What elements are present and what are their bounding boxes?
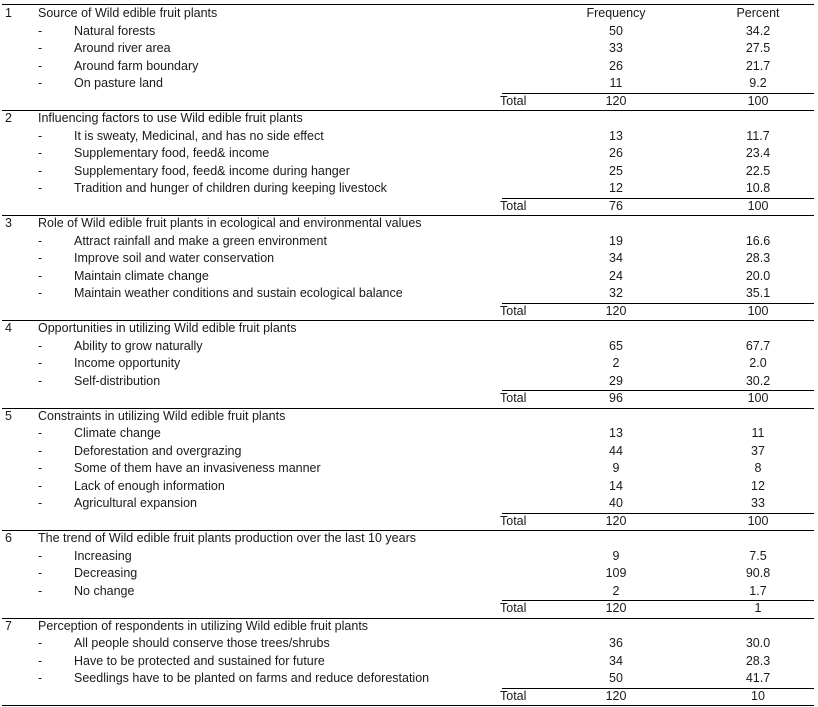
item-frequency: 50	[609, 671, 623, 685]
section-title: Influencing factors to use Wild edible fruit plants	[38, 111, 303, 125]
item-dash: -	[38, 671, 43, 685]
item-frequency: 65	[609, 338, 623, 353]
item-label: Seedlings have to be planted on farms and reduce deforestation	[74, 671, 430, 685]
percent-header: Percent	[736, 6, 780, 20]
item-frequency: 9	[612, 461, 620, 475]
total-percent: 100	[747, 391, 769, 405]
item-frequency: 26	[609, 146, 623, 160]
section-header-row	[0, 618, 818, 636]
item-percent: 28.3	[745, 653, 771, 668]
item-percent: 23.4	[745, 146, 771, 160]
item-label: Income opportunity	[74, 356, 181, 370]
item-dash: -	[38, 268, 43, 283]
item-label: Increasing	[74, 548, 132, 563]
section-number: 1	[5, 6, 12, 20]
total-row	[0, 390, 818, 408]
item-label: Maintain climate change	[74, 268, 209, 283]
total-percent: 100	[747, 198, 769, 213]
table-row	[0, 653, 818, 671]
total-row	[0, 303, 818, 321]
total-frequency: 76	[609, 198, 623, 213]
item-frequency: 13	[609, 426, 623, 440]
item-label: No change	[74, 583, 135, 598]
item-dash: -	[38, 426, 43, 440]
item-percent: 90.8	[745, 566, 771, 580]
item-percent: 16.6	[745, 233, 771, 248]
item-label: Maintain weather conditions and sustain ecological balance	[74, 286, 403, 300]
item-dash: -	[38, 496, 43, 510]
table-row	[0, 425, 818, 443]
section-title: Role of Wild edible fruit plants in ecological and environmental values	[38, 216, 422, 230]
item-percent: 2.0	[749, 356, 767, 370]
item-percent: 37	[751, 443, 765, 458]
item-label: Lack of enough information	[74, 478, 225, 493]
item-percent: 9.2	[749, 76, 767, 90]
item-label: Supplementary food, feed& income	[74, 146, 270, 160]
section-number: 2	[5, 111, 12, 125]
item-percent: 22.5	[745, 163, 771, 178]
total-label: Total	[500, 198, 527, 213]
section-number: 7	[5, 618, 12, 633]
item-dash: -	[38, 338, 43, 353]
total-frequency: 120	[605, 93, 627, 108]
item-frequency: 34	[609, 251, 623, 265]
item-dash: -	[38, 653, 43, 668]
item-frequency: 2	[612, 583, 620, 598]
total-frequency: 120	[605, 513, 627, 528]
table-row	[0, 285, 818, 303]
item-dash: -	[38, 461, 43, 475]
total-label: Total	[500, 391, 527, 405]
item-dash: -	[38, 251, 43, 265]
table-row	[0, 670, 818, 688]
item-frequency: 109	[605, 566, 627, 580]
table-row	[0, 495, 818, 513]
item-label: Around river area	[74, 41, 171, 55]
item-frequency: 24	[609, 268, 623, 283]
table-row	[0, 338, 818, 356]
item-dash: -	[38, 443, 43, 458]
item-dash: -	[38, 128, 43, 143]
item-percent: 35.1	[745, 286, 771, 300]
total-frequency: 120	[605, 688, 627, 703]
section-number: 5	[5, 408, 12, 423]
item-label: Decreasing	[74, 566, 138, 580]
table-row	[0, 128, 818, 146]
total-percent: 100	[747, 93, 769, 108]
total-percent: 1	[754, 601, 762, 615]
table-row	[0, 583, 818, 601]
table-row	[0, 58, 818, 76]
table-row	[0, 478, 818, 496]
total-frequency: 96	[609, 391, 623, 405]
section-number: 6	[5, 531, 12, 545]
item-label: Agricultural expansion	[74, 496, 197, 510]
item-dash: -	[38, 181, 43, 195]
item-frequency: 25	[609, 163, 623, 178]
total-label: Total	[500, 688, 527, 703]
item-frequency: 12	[609, 181, 623, 195]
item-percent: 20.0	[745, 268, 771, 283]
item-dash: -	[38, 373, 43, 388]
section-header-row	[0, 408, 818, 426]
table-row	[0, 23, 818, 41]
table-row	[0, 250, 818, 268]
section-divider	[2, 705, 814, 706]
item-frequency: 36	[609, 636, 623, 650]
item-percent: 67.7	[745, 338, 771, 353]
total-frequency: 120	[605, 601, 627, 615]
item-percent: 21.7	[745, 58, 771, 73]
item-label: Tradition and hunger of children during keeping livestock	[74, 181, 387, 195]
table-row	[0, 443, 818, 461]
item-percent: 28.3	[745, 251, 771, 265]
item-frequency: 40	[609, 496, 623, 510]
table-row	[0, 373, 818, 391]
total-row	[0, 600, 818, 618]
item-dash: -	[38, 41, 43, 55]
table-row	[0, 460, 818, 478]
item-dash: -	[38, 583, 43, 598]
item-percent: 10.8	[745, 181, 771, 195]
section-title: Opportunities in utilizing Wild edible fruit plants	[38, 321, 297, 335]
table-row	[0, 145, 818, 163]
item-frequency: 32	[609, 286, 623, 300]
total-percent: 100	[747, 303, 769, 318]
item-percent: 30.0	[745, 636, 771, 650]
item-label: Climate change	[74, 426, 161, 440]
item-dash: -	[38, 356, 43, 370]
section-number: 3	[5, 216, 12, 230]
item-label: It is sweaty, Medicinal, and has no side effect	[74, 128, 324, 143]
item-label: Deforestation and overgrazing	[74, 443, 242, 458]
item-percent: 11	[751, 426, 765, 440]
table-row	[0, 635, 818, 653]
item-frequency: 29	[609, 373, 623, 388]
section-header-row	[0, 215, 818, 233]
item-dash: -	[38, 478, 43, 493]
item-percent: 12	[751, 478, 765, 493]
table-row	[0, 565, 818, 583]
item-dash: -	[38, 636, 43, 650]
section-title: Constraints in utilizing Wild edible fruit plants	[38, 408, 286, 423]
item-percent: 33	[751, 496, 765, 510]
item-dash: -	[38, 23, 43, 38]
section-header-row	[0, 5, 818, 23]
table-row	[0, 163, 818, 181]
table-row	[0, 75, 818, 93]
total-label: Total	[500, 93, 527, 108]
table-row	[0, 268, 818, 286]
item-frequency: 33	[609, 41, 623, 55]
item-dash: -	[38, 286, 43, 300]
total-row	[0, 513, 818, 531]
table-row	[0, 40, 818, 58]
section-title: Perception of respondents in utilizing Wild edible fruit plants	[38, 618, 369, 633]
total-row	[0, 93, 818, 111]
item-percent: 7.5	[749, 548, 767, 563]
section-header-row	[0, 320, 818, 338]
section-title: The trend of Wild edible fruit plants production over the last 10 years	[38, 531, 416, 545]
item-frequency: 19	[609, 233, 623, 248]
section-number: 4	[5, 321, 12, 335]
total-label: Total	[500, 601, 527, 615]
item-dash: -	[38, 233, 43, 248]
item-percent: 27.5	[745, 41, 771, 55]
item-dash: -	[38, 566, 43, 580]
item-frequency: 14	[609, 478, 623, 493]
total-percent: 10	[751, 688, 765, 703]
item-label: Improve soil and water conservation	[74, 251, 275, 265]
item-label: Attract rainfall and make a green environment	[74, 233, 327, 248]
item-frequency: 50	[609, 23, 623, 38]
item-label: Self-distribution	[74, 373, 161, 388]
total-row	[0, 688, 818, 706]
item-label: Some of them have an invasiveness manner	[74, 461, 321, 475]
item-frequency: 9	[612, 548, 620, 563]
item-frequency: 2	[612, 356, 620, 370]
section-title: Source of Wild edible fruit plants	[38, 6, 218, 20]
item-label: Ability to grow naturally	[74, 338, 203, 353]
total-label: Total	[500, 303, 527, 318]
frequency-header: Frequency	[586, 6, 646, 20]
item-dash: -	[38, 146, 43, 160]
item-percent: 1.7	[749, 583, 767, 598]
item-frequency: 44	[609, 443, 623, 458]
item-label: Supplementary food, feed& income during hanger	[74, 163, 350, 178]
item-label: Have to be protected and sustained for future	[74, 653, 325, 668]
total-row	[0, 198, 818, 216]
item-percent: 8	[754, 461, 762, 475]
item-frequency: 26	[609, 58, 623, 73]
item-label: Around farm boundary	[74, 58, 199, 73]
item-percent: 11.7	[746, 128, 770, 143]
table-row	[0, 180, 818, 198]
item-label: Natural forests	[74, 23, 156, 38]
item-dash: -	[38, 58, 43, 73]
item-dash: -	[38, 548, 43, 563]
item-label: All people should conserve those trees/shrubs	[74, 636, 330, 650]
section-header-row	[0, 110, 818, 128]
item-frequency: 13	[609, 128, 623, 143]
total-frequency: 120	[605, 303, 627, 318]
table-row	[0, 233, 818, 251]
item-dash: -	[38, 163, 43, 178]
item-percent: 41.7	[745, 671, 771, 685]
item-percent: 34.2	[745, 23, 771, 38]
item-frequency: 11	[609, 76, 623, 90]
total-percent: 100	[747, 513, 769, 528]
item-frequency: 34	[609, 653, 623, 668]
table-row	[0, 548, 818, 566]
item-label: On pasture land	[74, 76, 163, 90]
table-row	[0, 355, 818, 373]
total-label: Total	[500, 513, 527, 528]
section-header-row	[0, 530, 818, 548]
item-percent: 30.2	[745, 373, 771, 388]
item-dash: -	[38, 76, 43, 90]
